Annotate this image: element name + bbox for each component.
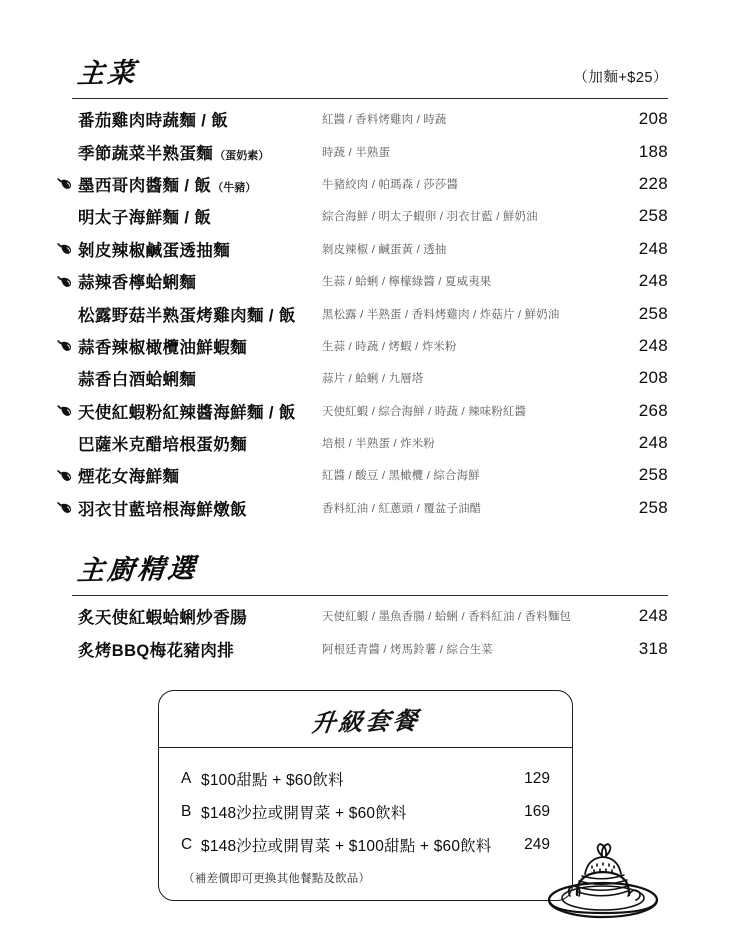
spicy-indicator-cell xyxy=(56,274,78,289)
menu-item-name-cell xyxy=(78,334,318,358)
menu-item-row xyxy=(72,330,668,362)
menu-item-description: 黑松露 / 半熟蛋 / 香料烤雞肉 / 炸菇片 / 鮮奶油 xyxy=(322,308,560,321)
upgrade-set-letter: B xyxy=(181,802,192,820)
chef-selection-section-header xyxy=(72,524,668,588)
menu-item-price: 258 xyxy=(638,303,668,323)
menu-item-description: 香料紅油 / 紅蔥頭 / 覆盆子油醋 xyxy=(322,502,482,515)
main-dishes-title: 主菜 xyxy=(76,57,139,90)
menu-item-name: 季節蔬菜半熟蛋麵 xyxy=(78,144,214,163)
menu-item-name: 明太子海鮮麵 / 飯 xyxy=(78,209,212,228)
chili-pepper-icon xyxy=(56,176,73,191)
upgrade-set-title-bar xyxy=(159,691,572,748)
menu-item-name-cell xyxy=(78,366,318,390)
menu-item-price: 248 xyxy=(638,606,668,626)
upgrade-set-price: 129 xyxy=(524,769,550,787)
menu-item-name: 羽衣甘藍培根海鮮燉飯 xyxy=(78,500,247,519)
menu-item-name: 蒜香辣椒橄欖油鮮蝦麵 xyxy=(78,338,247,357)
upgrade-set-letter: A xyxy=(181,769,192,787)
menu-item-name-cell xyxy=(78,269,318,293)
chef-selection-title: 主廚精選 xyxy=(76,553,199,587)
menu-item-description: 天使紅蝦 / 墨魚香腸 / 蛤蜊 / 香料紅油 / 香料麵包 xyxy=(322,611,572,624)
chef-selection-divider xyxy=(72,595,668,596)
menu-item-price: 188 xyxy=(638,141,668,161)
menu-item-price: 248 xyxy=(638,335,668,355)
menu-item-name-cell xyxy=(78,637,318,661)
menu-item-description: 紅醬 / 酸豆 / 黑橄欖 / 綜合海鮮 xyxy=(322,470,480,483)
menu-item-name-cell xyxy=(78,463,318,487)
menu-item-row xyxy=(72,168,668,200)
menu-item-row xyxy=(72,362,668,394)
upgrade-set-row xyxy=(181,795,550,828)
menu-item-description: 紅醬 / 香料烤雞肉 / 時蔬 xyxy=(322,114,447,127)
upgrade-set-text: $148沙拉或開胃菜 + $100甜點 + $60飲料 xyxy=(201,837,492,855)
menu-item-row xyxy=(72,395,668,427)
menu-item-price: 208 xyxy=(638,109,668,129)
upgrade-set-text: $148沙拉或開胃菜 + $60飲料 xyxy=(201,804,407,822)
menu-item-name: 剝皮辣椒鹹蛋透抽麵 xyxy=(78,241,231,260)
menu-item-name-cell xyxy=(78,302,318,326)
upgrade-set-text: $100甜點 + $60飲料 xyxy=(201,771,344,789)
upgrade-set-price: 249 xyxy=(524,835,550,853)
upgrade-set-row-list xyxy=(181,762,550,861)
menu-item-description: 時蔬 / 半熟蛋 xyxy=(322,146,391,159)
menu-item-name-cell xyxy=(78,140,318,164)
menu-item-name: 天使紅蝦粉紅辣醬海鮮麵 / 飯 xyxy=(78,403,296,422)
menu-item-name: 墨西哥肉醬麵 / 飯 xyxy=(78,176,212,195)
menu-item-price: 248 xyxy=(638,238,668,258)
main-dishes-section-header xyxy=(72,0,668,91)
menu-item-price: 258 xyxy=(638,497,668,517)
main-dishes-note: （加麵+$25） xyxy=(573,70,668,86)
menu-item-price: 268 xyxy=(638,400,668,420)
menu-item-price: 258 xyxy=(638,206,668,226)
chili-pepper-icon xyxy=(56,403,73,418)
menu-item-row xyxy=(72,492,668,524)
menu-item-name-cell xyxy=(78,431,318,455)
menu-item-row xyxy=(72,459,668,491)
menu-item-name: 番茄雞肉時蔬麵 / 飯 xyxy=(78,112,229,131)
upgrade-set-row xyxy=(181,762,550,795)
chili-pepper-icon xyxy=(56,500,73,515)
menu-item-name-cell xyxy=(78,399,318,423)
menu-item-row xyxy=(72,600,668,632)
upgrade-set-row xyxy=(181,828,550,861)
menu-item-price: 208 xyxy=(638,368,668,388)
menu-item-description: 牛豬絞肉 / 帕瑪森 / 莎莎醬 xyxy=(322,178,459,191)
spicy-indicator-cell xyxy=(56,241,78,256)
spicy-indicator-cell xyxy=(56,338,78,353)
menu-item-description: 培根 / 半熟蛋 / 炸米粉 xyxy=(322,438,435,451)
upgrade-set-letter: C xyxy=(181,835,193,853)
menu-item-name: 蒜香白酒蛤蜊麵 xyxy=(78,371,197,390)
menu-item-description: 天使紅蝦 / 綜合海鮮 / 時蔬 / 辣味粉紅醬 xyxy=(322,405,527,418)
menu-item-row xyxy=(72,103,668,135)
menu-item-row xyxy=(72,427,668,459)
spicy-indicator-cell xyxy=(56,468,78,483)
menu-item-price: 248 xyxy=(638,271,668,291)
menu-item-name: 蒜辣香檸蛤蜊麵 xyxy=(78,274,197,293)
menu-item-name-cell xyxy=(78,172,318,196)
chili-pepper-icon xyxy=(56,338,73,353)
spicy-indicator-cell xyxy=(56,500,78,515)
menu-item-price: 248 xyxy=(638,433,668,453)
upgrade-set-box xyxy=(158,690,573,901)
menu-item-name: 炙烤BBQ梅花豬肉排 xyxy=(78,641,235,660)
menu-item-row xyxy=(72,265,668,297)
chef-selection-item-list xyxy=(72,600,668,665)
menu-item-row xyxy=(72,233,668,265)
upgrade-set-title: 升級套餐 xyxy=(309,705,422,737)
chili-pepper-icon xyxy=(56,241,73,256)
main-dishes-item-list xyxy=(72,103,668,524)
upgrade-set-body xyxy=(159,748,572,900)
chili-pepper-icon xyxy=(56,468,73,483)
menu-item-row xyxy=(72,632,668,664)
menu-item-name: 松露野菇半熟蛋烤雞肉麵 / 飯 xyxy=(78,306,296,325)
menu-item-name: 炙天使紅蝦蛤蜊炒香腸 xyxy=(78,609,247,628)
menu-item-description: 生蒜 / 蛤蜊 / 檸檬綠醬 / 夏威夷果 xyxy=(322,276,492,289)
menu-item-name-cell xyxy=(78,204,318,228)
menu-item-name-cell xyxy=(78,604,318,628)
chili-pepper-icon xyxy=(56,274,73,289)
spicy-indicator-cell xyxy=(56,403,78,418)
menu-item-name-cell xyxy=(78,237,318,261)
menu-item-price: 318 xyxy=(638,638,668,658)
menu-item-row xyxy=(72,135,668,167)
menu-item-description: 綜合海鮮 / 明太子蝦卵 / 羽衣甘藍 / 鮮奶油 xyxy=(322,211,538,224)
menu-item-name: 巴薩米克醋培根蛋奶麵 xyxy=(78,436,247,455)
upgrade-set-price: 169 xyxy=(524,802,550,820)
menu-item-description: 阿根廷青醬 / 烤馬鈴薯 / 綜合生菜 xyxy=(322,643,493,656)
main-dishes-divider xyxy=(72,98,668,99)
menu-item-name-note: （牛豬） xyxy=(212,181,257,194)
menu-item-row xyxy=(72,200,668,232)
menu-item-description: 剝皮辣椒 / 鹹蛋黃 / 透抽 xyxy=(322,243,447,256)
menu-item-name: 煙花女海鮮麵 xyxy=(78,468,180,487)
menu-item-price: 228 xyxy=(638,173,668,193)
menu-item-row xyxy=(72,297,668,329)
menu-item-name-cell xyxy=(78,107,318,131)
spicy-indicator-cell xyxy=(56,176,78,191)
menu-item-name-cell xyxy=(78,496,318,520)
pasta-plate-illustration xyxy=(528,838,678,926)
menu-item-description: 生蒜 / 時蔬 / 烤蝦 / 炸米粉 xyxy=(322,340,457,353)
menu-item-price: 258 xyxy=(638,465,668,485)
menu-item-name-note: （蛋奶素） xyxy=(214,149,270,162)
upgrade-set-note: （補差價即可更換其他餐點及飲品） xyxy=(183,873,371,885)
menu-item-description: 蒜片 / 蛤蜊 / 九層塔 xyxy=(322,373,424,386)
